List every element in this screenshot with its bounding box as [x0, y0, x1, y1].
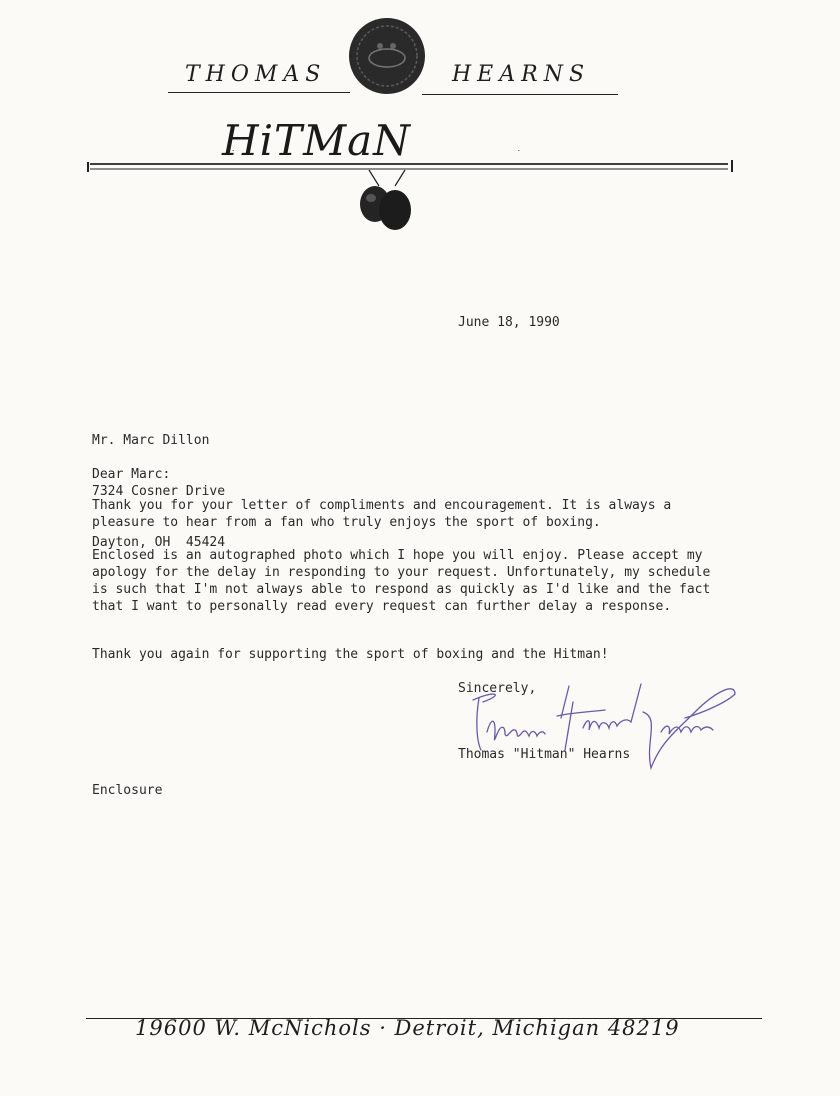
salutation: Dear Marc: — [92, 467, 171, 482]
body-paragraph-1: Thank you for your letter of compliments and encouragement. It is always a pleasure to hear from a fan who truly enjoys the sport of boxing. — [92, 498, 672, 530]
letterhead-last-name: HEARNS — [452, 62, 591, 87]
letterhead-rule-left — [168, 92, 350, 93]
body-paragraph-2: Enclosed is an autographed photo which I hope you will enjoy. Please accept my apology for the delay in responding to your request. Unfortunately, my schedule is such that I'm not always able to respond as quickly as I'd like and the fact that I want to personally read every request can further delay a response. — [92, 548, 711, 614]
boxing-gloves-icon — [355, 166, 417, 232]
typed-signature-name: Thomas "Hitman" Hearns — [458, 747, 631, 762]
body-paragraph-3: Thank you again for supporting the sport of boxing and the Hitman! — [92, 647, 609, 662]
recipient-name: Mr. Marc Dillon — [92, 433, 210, 448]
medallion-seal-icon — [347, 16, 427, 96]
footer-address: 19600 W. McNichols · Detroit, Michigan 48219 — [135, 1016, 680, 1040]
letterhead-rule-right — [422, 94, 618, 95]
recipient-street: 7324 Cosner Drive — [92, 484, 226, 499]
letterhead-first-name: THOMAS — [185, 62, 327, 87]
handwritten-signature — [465, 672, 750, 782]
recipient-city: Dayton, OH 45424 — [92, 535, 226, 550]
letter-date: June 18, 1990 — [458, 315, 560, 330]
hitman-brand-title: HiTMaN — [222, 116, 411, 165]
closing: Sincerely, — [458, 681, 537, 696]
enclosure-note: Enclosure — [92, 783, 163, 798]
